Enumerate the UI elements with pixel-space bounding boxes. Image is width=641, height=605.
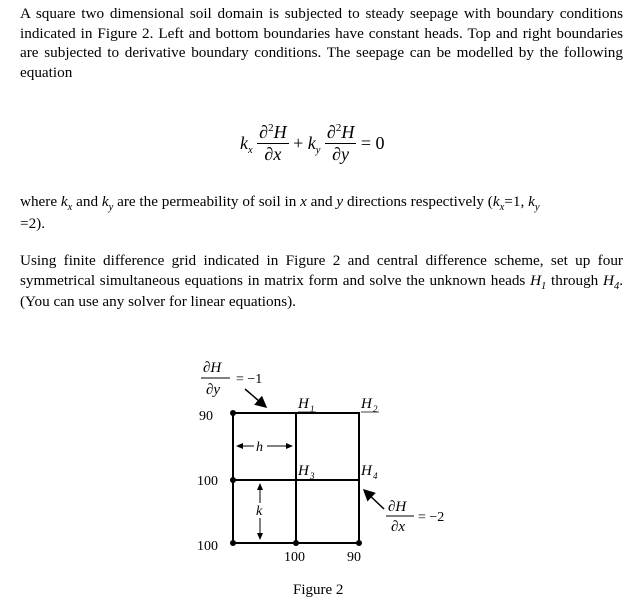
bottom-head-left: 100	[284, 550, 305, 565]
svg-text:4: 4	[373, 471, 378, 481]
left-head-middle: 100	[197, 474, 218, 489]
right-bc-numerator: ∂H	[388, 499, 407, 515]
svg-text:2: 2	[373, 404, 378, 414]
svg-text:H: H	[298, 463, 309, 479]
finite-difference-grid	[233, 413, 359, 543]
node-label-h4	[360, 463, 378, 481]
svg-text:H: H	[298, 396, 309, 412]
node-label-h2	[360, 396, 379, 414]
left-head-bottom: 100	[197, 539, 218, 554]
svg-text:1: 1	[310, 404, 315, 414]
d2h-dy2-fraction: $\frac{\partial^2H}{\partial y}$	[326, 122, 355, 164]
ky-coefficient: $k_y$	[307, 133, 321, 156]
equals-zero: = 0	[360, 133, 385, 153]
figure-caption: Figure 2	[293, 582, 344, 598]
problem-intro: A square two dimensional soil domain is subjected to steady seepage with boundary conditions indicated in Figure 2. Left and bottom boundaries have constant heads. Top and right boundaries are subjected to derivative boundary conditions. The seepage can be modelled by the following equation	[20, 5, 623, 81]
task-statement: Using finite difference grid indicated in Figure 2 and central difference scheme, set up four symmetrical simultaneous equations in matrix form and solve the unknown heads $H_1$ through $H_4$. (You can use any solver for linear equations).	[20, 252, 623, 310]
node-dot	[230, 540, 236, 546]
permeability-definition: where $k_x$ and $k_y$ are the permeability of soil in x and y directions respectively ($k_x=1$, $k_y$ =2).	[20, 193, 540, 232]
kx-coefficient: $k_x$	[240, 133, 253, 156]
node-dot	[356, 540, 362, 546]
top-bc-denominator: ∂y	[206, 382, 221, 398]
node-dot	[230, 410, 236, 416]
svg-text:k: k	[256, 504, 263, 519]
node-label-h1	[297, 396, 316, 414]
svg-text:H: H	[361, 396, 372, 412]
svg-text:h: h	[256, 440, 263, 455]
top-bc-numerator: ∂H	[203, 360, 222, 376]
right-boundary-condition	[364, 490, 444, 535]
top-boundary-condition	[201, 360, 266, 407]
svg-text:3: 3	[310, 471, 315, 481]
right-bc-denominator: ∂x	[391, 519, 406, 535]
left-head-top: 90	[199, 409, 213, 424]
spacing-h-indicator	[236, 438, 293, 455]
node-dot	[230, 477, 236, 483]
node-label-h3	[297, 463, 315, 481]
d2h-dx2-fraction: $\frac{\partial^2H}{\partial x}$	[259, 122, 287, 164]
top-bc-value: = −1	[236, 372, 263, 387]
bottom-head-right: 90	[347, 550, 361, 565]
right-bc-value: = −2	[418, 510, 445, 525]
top-bc-arrow	[245, 389, 266, 407]
spacing-k-indicator	[254, 483, 266, 540]
right-bc-arrow	[364, 490, 384, 509]
svg-text:H: H	[361, 463, 372, 479]
plus-sign: +	[293, 133, 304, 153]
node-dot	[293, 540, 299, 546]
